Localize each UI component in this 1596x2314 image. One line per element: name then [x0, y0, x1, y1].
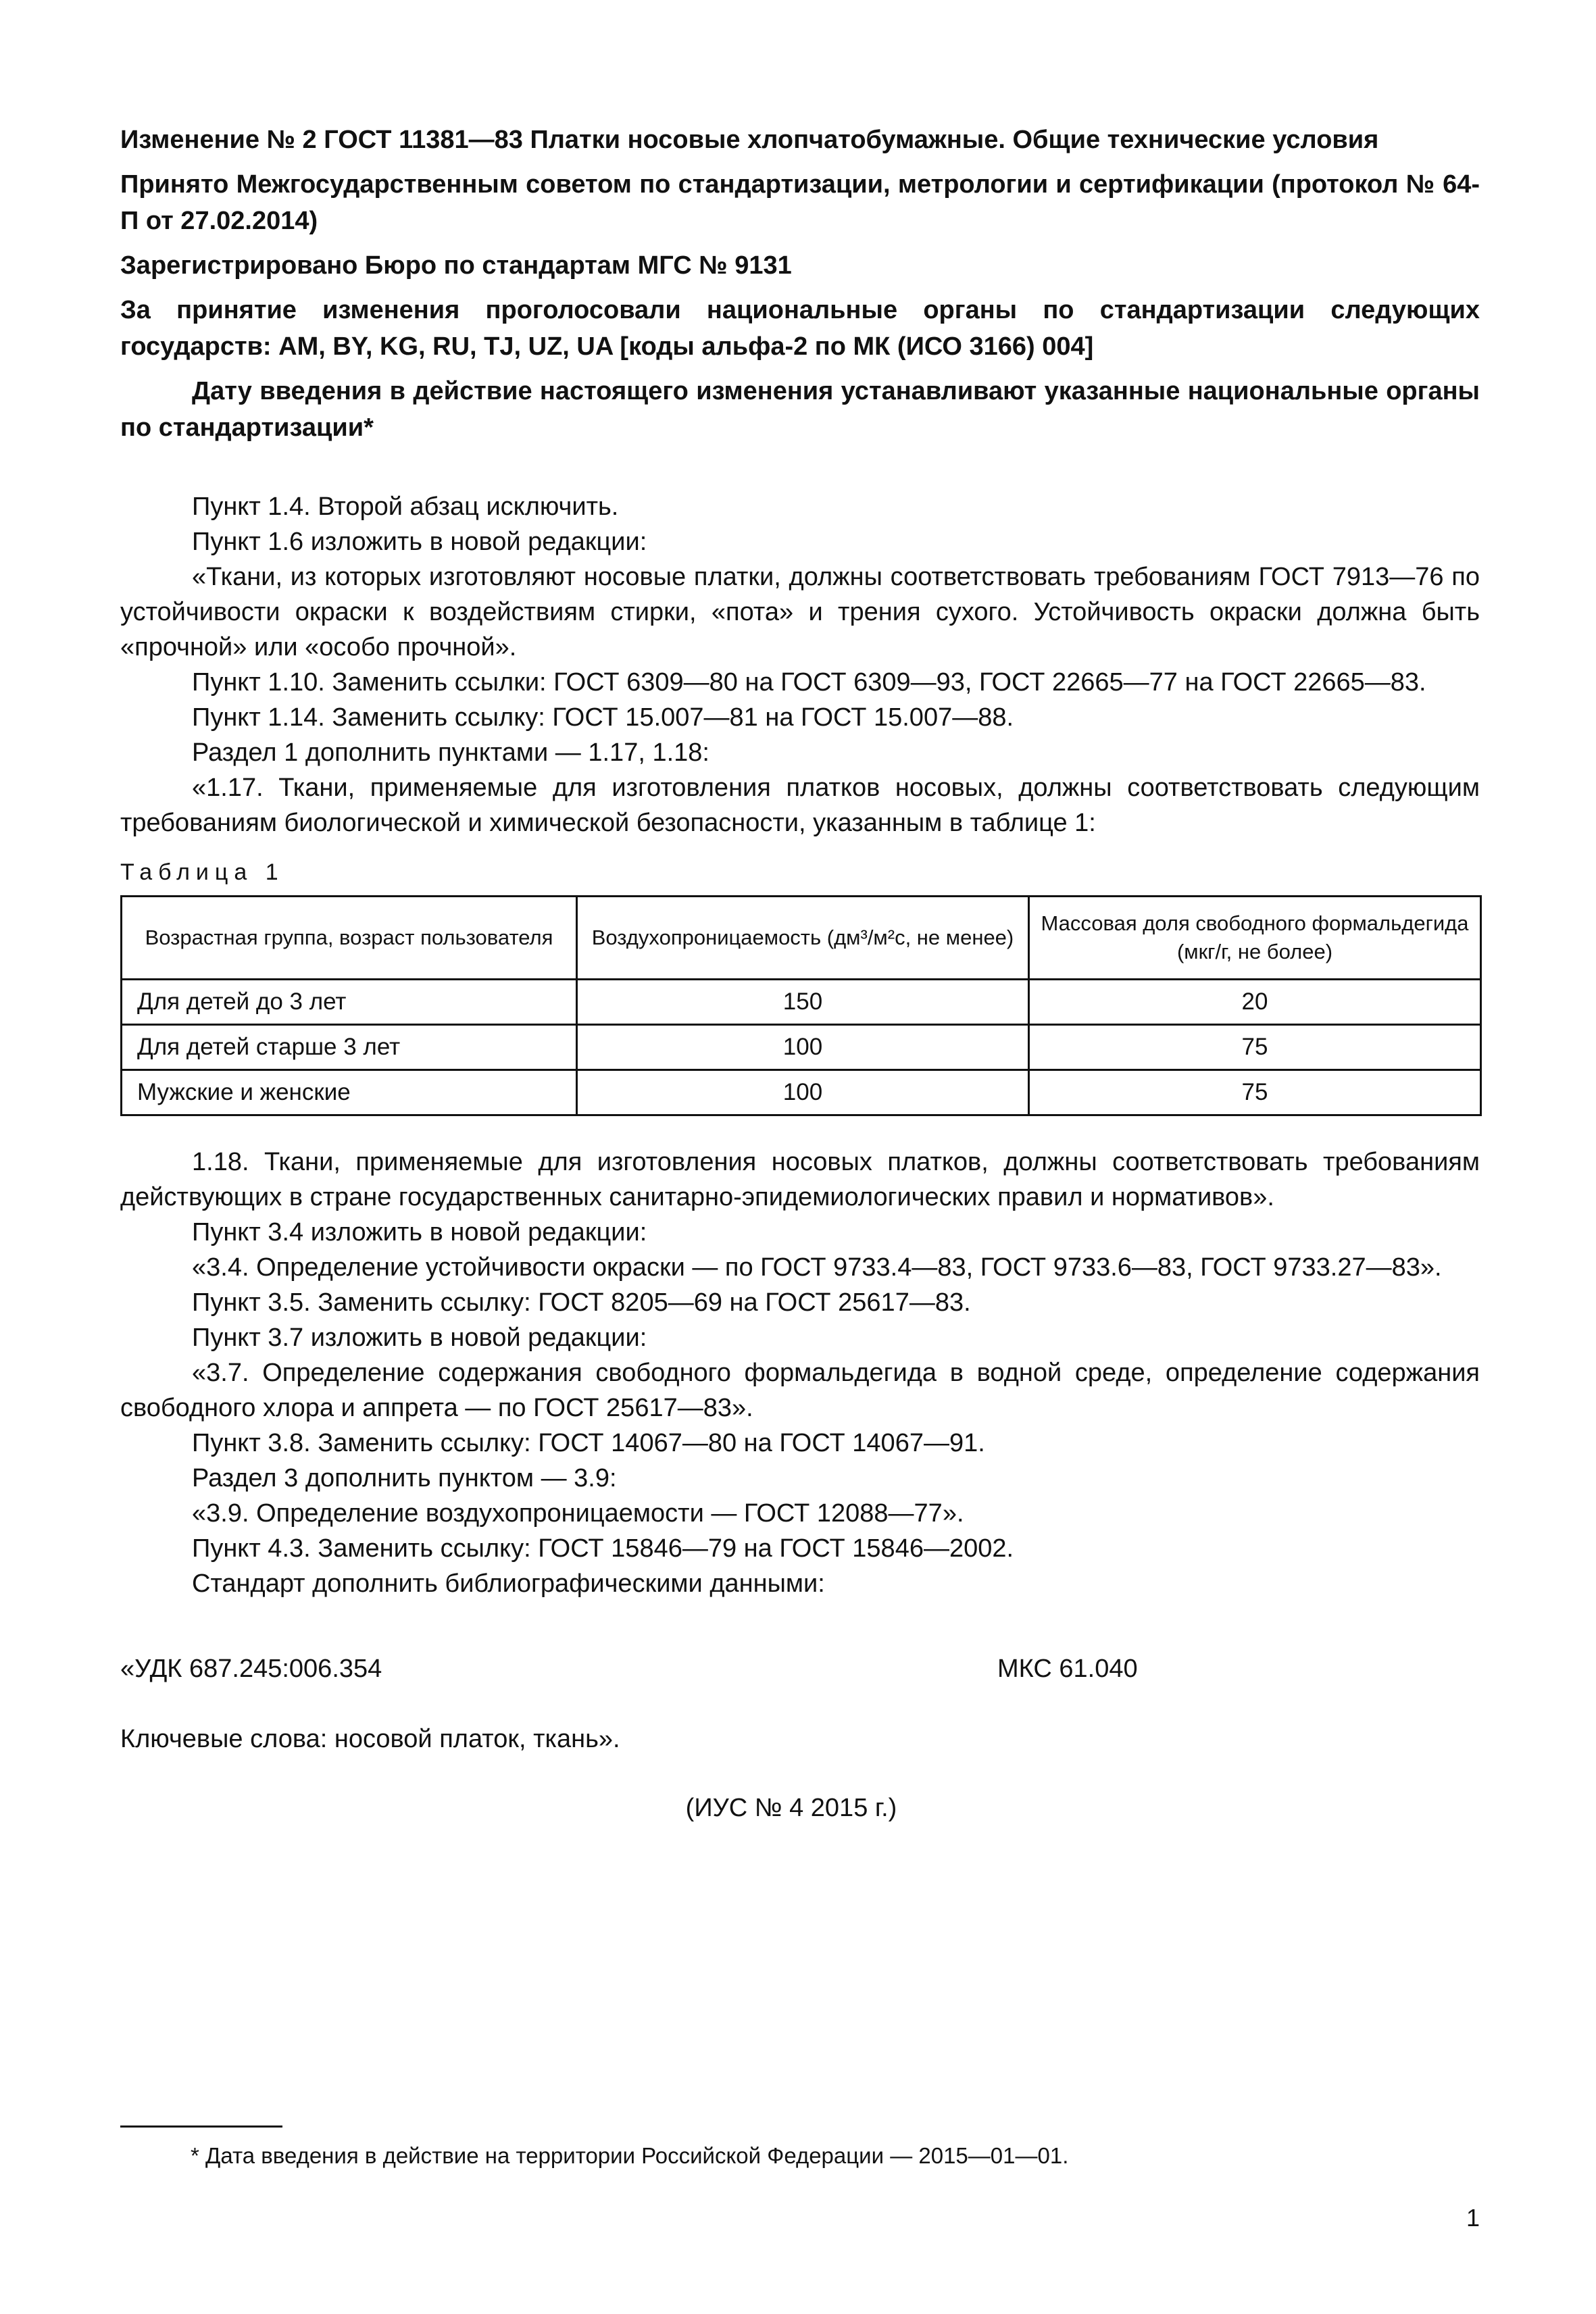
table-caption: Таблица 1: [120, 859, 284, 885]
paragraph: Стандарт дополнить библиографическими данными:: [192, 1569, 825, 1598]
paragraph: Пункт 1.14. Заменить ссылку: ГОСТ 15.007—81 на ГОСТ 15.007—88.: [192, 703, 1014, 732]
paragraph: Пункт 4.3. Заменить ссылку: ГОСТ 15846—79 на ГОСТ 15846—2002.: [192, 1534, 1014, 1563]
registration-statement: Зарегистрировано Бюро по стандартам МГС № 9131: [120, 251, 792, 280]
table-header-row: [122, 897, 1481, 980]
paragraph: «3.7. Определение содержания свободного формальдегида в водной среде, определение содержания свободного хлора и аппрета — по ГОСТ 25617—83».: [120, 1359, 1480, 1422]
paragraph: Пункт 3.4 изложить в новой редакции:: [192, 1218, 647, 1247]
table-row: [122, 1070, 1481, 1115]
paragraph: Пункт 3.5. Заменить ссылку: ГОСТ 8205—69 на ГОСТ 25617—83.: [192, 1288, 971, 1317]
adopted-statement: Принято Межгосударственным советом по стандартизации, метрологии и сертификации (протокол № 64-П от 27.02.2014): [120, 170, 1480, 235]
amendment-text-continued: [120, 1145, 1480, 1601]
document-title: Изменение № 2 ГОСТ 11381—83 Платки носовые хлопчатобумажные. Общие технические условия: [120, 126, 1379, 154]
document-page: [120, 122, 1480, 1826]
footnote: * Дата введения в действие на территории Российской Федерации — 2015—01—01.: [191, 2143, 1069, 2168]
table-cell: 75: [1029, 1025, 1481, 1070]
requirements-table: [120, 895, 1482, 1116]
table-cell: Для детей старше 3 лет: [122, 1025, 577, 1070]
amendment-text: [120, 489, 1480, 840]
table-cell: 75: [1029, 1070, 1481, 1115]
table-cell: Мужские и женские: [122, 1070, 577, 1115]
paragraph: Пункт 1.10. Заменить ссылки: ГОСТ 6309—80 на ГОСТ 6309—93, ГОСТ 22665—77 на ГОСТ 22665—83.: [192, 668, 1426, 697]
paragraph: Пункт 1.4. Второй абзац исключить.: [192, 493, 619, 521]
table-row: [122, 980, 1481, 1025]
paragraph: «Ткани, из которых изготовляют носовые платки, должны соответствовать требованиям ГОСТ 7913—76 по устойчивости окраски к воздействиям стирки, «пота» и трения сухого. Устойчивость окраски должна быть «прочной» или «особо прочной».: [120, 563, 1480, 661]
footnote-divider: [120, 2126, 282, 2128]
column-header: Воздухопроницаемость (дм³/м²с, не менее): [577, 897, 1029, 980]
paragraph: «1.17. Ткани, применяемые для изготовления платков носовых, должны соответствовать следующим требованиям биологической и химической безопасности, указанным в таблице 1:: [120, 774, 1480, 837]
table-row: [122, 1025, 1481, 1070]
udk-code: «УДК 687.245:006.354: [120, 1655, 382, 1683]
paragraph: Раздел 1 дополнить пунктами — 1.17, 1.18:: [192, 738, 709, 767]
table-cell: Для детей до 3 лет: [122, 980, 577, 1025]
paragraph: Пункт 3.8. Заменить ссылку: ГОСТ 14067—80 на ГОСТ 14067—91.: [192, 1429, 985, 1457]
voting-statement: За принятие изменения проголосовали национальные органы по стандартизации следующих государств: AM, BY, KG, RU, TJ, UZ, UA [коды альфа-2 по МК (ИСО 3166) 004]: [120, 296, 1480, 361]
paragraph: Пункт 1.6 изложить в новой редакции:: [192, 528, 647, 556]
column-header: Возрастная группа, возраст пользователя: [122, 897, 577, 980]
keywords: Ключевые слова: носовой платок, ткань».: [120, 1725, 620, 1753]
paragraph: Раздел 3 дополнить пунктом — 3.9:: [192, 1464, 617, 1492]
paragraph: Пункт 3.7 изложить в новой редакции:: [192, 1324, 647, 1352]
mks-code: МКС 61.040: [997, 1655, 1138, 1683]
table-cell: 100: [577, 1070, 1029, 1115]
page-number: 1: [1466, 2204, 1480, 2232]
ius-reference: (ИУС № 4 2015 г.): [685, 1794, 897, 1822]
paragraph: «3.4. Определение устойчивости окраски — по ГОСТ 9733.4—83, ГОСТ 9733.6—83, ГОСТ 9733.27—83».: [192, 1253, 1442, 1282]
effective-date-statement: Дату введения в действие настоящего изменения устанавливают указанные национальные органы по стандартизации*: [120, 377, 1480, 442]
paragraph: 1.18. Ткани, применяемые для изготовления носовых платков, должны соответствовать требованиям действующих в стране государственных санитарно-эпидемиологических правил и нормативов».: [120, 1148, 1480, 1211]
column-header: Массовая доля свободного формальдегида (мкг/г, не более): [1029, 897, 1481, 980]
table-cell: 20: [1029, 980, 1481, 1025]
table-cell: 150: [577, 980, 1029, 1025]
bibliographic-codes: [120, 1651, 1480, 1692]
table-cell: 100: [577, 1025, 1029, 1070]
paragraph: «3.9. Определение воздухопроницаемости — ГОСТ 12088—77».: [192, 1499, 964, 1528]
